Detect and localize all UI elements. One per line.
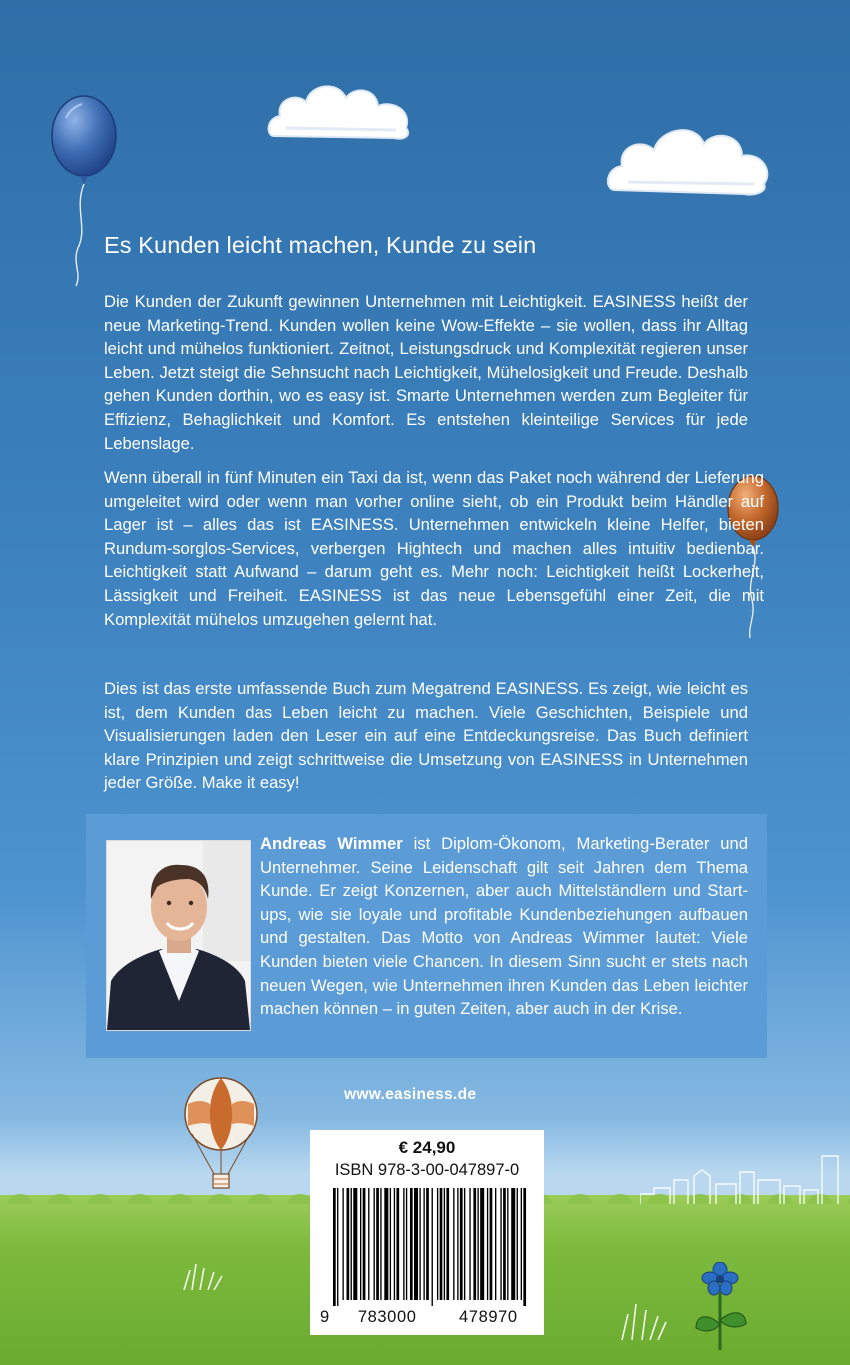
barcode-number	[320, 1308, 540, 1327]
barcode-left-group: 783000	[357, 1308, 417, 1326]
barcode-bar	[353, 1188, 357, 1300]
barcode-bar	[376, 1188, 379, 1300]
barcode-bar	[406, 1188, 407, 1300]
barcode-bar	[517, 1188, 518, 1300]
barcode-bar	[351, 1188, 352, 1300]
barcode-bar	[394, 1188, 395, 1300]
description-paragraph: Die Kunden der Zukunft gewinnen Unternehmen mit Leichtigkeit. EASINESS heißt der neue Marketing-Trend. Kunden wollen keine Wow-Effekte – sie wollen, dass ihr Alltag leicht und mühelos funktioniert. Zeitnot, Leistungsdruck und Komplexität regieren unser Leben. Jetzt steigt die Sehnsucht nach Leichtigkeit, Mühelosigkeit und Freude. Deshalb gehen Kunden dorthin, wo es easy ist. Smarte Unternehmen werden zum Begleiter für Effizienz, Behaglichkeit und Komfort. Es entstehen kleinteilige Services für jede Lebenslage.	[104, 292, 748, 453]
barcode-bar	[437, 1188, 438, 1300]
flower-icon	[690, 1262, 750, 1352]
barcode-bar	[423, 1188, 424, 1300]
cloud-icon	[266, 78, 416, 144]
author-bio-panel	[86, 814, 767, 1058]
author-photo	[106, 840, 251, 1031]
barcode-bar	[469, 1188, 470, 1300]
barcode-bar	[444, 1188, 445, 1300]
page-title: Es Kunden leicht machen, Kunde zu sein	[104, 232, 537, 258]
barcode-bar	[511, 1188, 515, 1300]
barcode-label	[310, 1130, 544, 1335]
barcode-bar	[390, 1188, 391, 1300]
city-skyline-icon	[640, 1150, 850, 1204]
barcode-bar	[440, 1188, 443, 1300]
barcode-right-group: 478970	[459, 1308, 518, 1326]
description-paragraph: Dies ist das erste umfassende Buch zum Megatrend EASINESS. Es zeigt, wie leicht es ist, dem Kunden das Leben leicht zu machen. Viele Geschichten, Beispiele und Visualisierungen laden den Leser ein auf eine Entdeckungsreise. Das Buch definiert klare Prinzipien und zeigt schrittweise die Umsetzung von EASINESS in Unternehmen jeder Größe. Make it easy!	[104, 679, 748, 793]
barcode-bar	[500, 1188, 501, 1300]
barcode	[333, 1188, 529, 1306]
author-bio-text	[260, 832, 748, 1021]
barcode-bar	[363, 1188, 366, 1300]
barcode-bar	[477, 1188, 478, 1300]
barcode-bar	[414, 1188, 418, 1300]
barcode-bar	[503, 1188, 506, 1300]
barcode-bar	[426, 1188, 429, 1300]
barcode-bar	[337, 1188, 338, 1306]
description-paragraph: Wenn überall in fünf Minuten ein Taxi da ist, wenn das Paket noch während der Lieferung umgeleitet wird oder wenn man vorher online sieht, ob ein Produkt beim Händler auf Lager ist – alles das ist EASINESS. Unternehmen entwickeln kleine Helfer, bieten Rundum-sorglos-Services, verbergen Hightech und machen alles intuitiv bedienbar. Leichtigkeit statt Aufwand – darum geht es. Mehr noch: Leichtigkeit heißt Lockerheit, Lässigkeit und Freiheit. EASINESS ist das neue Lebensgefühl einer Zeit, die mit Komplexität mühelos umzugehen gelernt hat.	[104, 468, 764, 629]
barcode-bar	[490, 1188, 493, 1300]
barcode-bar	[453, 1188, 454, 1300]
barcode-bar	[347, 1188, 350, 1300]
author-portrait	[107, 841, 250, 1030]
barcode-bar	[419, 1188, 420, 1300]
website-link[interactable]: www.easiness.de	[344, 1086, 477, 1103]
barcode-bar	[464, 1188, 465, 1300]
grass-tuft-icon	[180, 1262, 224, 1290]
author-bio: ist Diplom-Ökonom, Marketing-Berater und Unternehmer. Seine Leidenschaft gilt seit Jahren dem Thema Kunde. Er zeigt Konzernen, aber auch Mittelständlern und Start-ups, wie sie loyale und profitable Kundenbeziehungen aufbauen und gestalten. Das Motto von Andreas Wimmer lautet: Viele Kunden bieten viele Chancen. In diesem Sinn sucht er stets nach neuen Wegen, wie Unternehmen ihren Kunden das Leben leichter machen können – in guten Zeiten, aber auch in der Krise.	[260, 834, 748, 1019]
grass-tuft-icon	[618, 1300, 668, 1340]
barcode-bar	[342, 1188, 343, 1300]
barcode-bar	[432, 1188, 433, 1306]
price: € 24,90	[398, 1138, 456, 1157]
barcode-bar	[396, 1188, 399, 1300]
barcode-bar	[360, 1188, 361, 1300]
barcode-bar	[446, 1188, 449, 1300]
barcode-bar	[410, 1188, 413, 1300]
barcode-bar	[521, 1188, 522, 1300]
barcode-bar	[460, 1188, 463, 1300]
barcode-bar	[384, 1188, 388, 1300]
barcode-bar	[380, 1188, 381, 1300]
barcode-bar	[495, 1188, 496, 1300]
barcode-bar	[487, 1188, 488, 1300]
barcode-bar	[473, 1188, 476, 1300]
hot-air-balloon-icon	[180, 1076, 262, 1198]
barcode-bar	[457, 1188, 458, 1300]
barcode-first-digit: 9	[320, 1308, 330, 1326]
barcode-bar	[480, 1188, 484, 1300]
author-name: Andreas Wimmer	[260, 834, 403, 853]
barcode-bar	[403, 1188, 404, 1300]
barcode-bar	[368, 1188, 369, 1300]
barcode-bar	[333, 1188, 336, 1306]
cloud-icon	[604, 116, 774, 198]
barcode-bar	[374, 1188, 375, 1300]
isbn: ISBN 978-3-00-047897-0	[334, 1161, 520, 1179]
barcode-bar	[523, 1188, 526, 1306]
barcode-bar	[507, 1188, 508, 1300]
